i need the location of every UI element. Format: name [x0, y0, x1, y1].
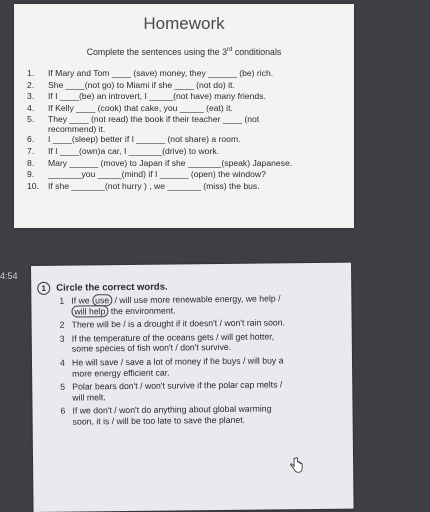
exercise-item: 3. If I ____(be) an introvert, I _____(not have) many friends. — [27, 91, 266, 102]
exercise-item: 6. I ____(sleep) better if I ______ (not share) a room. — [27, 134, 241, 145]
exercise-item: 2. She ____(not go) to Miami if she ____ (not do) it. — [27, 79, 235, 90]
timestamp: 4:54 — [0, 271, 18, 281]
exercise-photo — [31, 263, 354, 512]
hand-cursor-icon — [289, 457, 303, 473]
worksheet-title: Homework — [143, 14, 225, 33]
list-item: 1 If we use / will use more renewable energy, we help / will help the environment. — [59, 293, 281, 317]
homework-worksheet — [14, 4, 354, 228]
exercise-number-badge: 1 — [37, 282, 50, 295]
circle-words-list — [59, 293, 292, 430]
exercise-item: 1. If Mary and Tom ____ (save) money, they ______ (be) rich. — [27, 68, 274, 78]
list-item: 3 If the temperature of the oceans gets / will get hotter, some species of fish won't / don't survive. — [59, 331, 275, 354]
exercise-item: 10. If she _______(not hurry ) , we _______ (miss) the bus. — [27, 180, 260, 191]
exercise-item: 7. If I ____(own)a car, I _______(drive) to work. — [27, 145, 220, 156]
circled-answer: will help — [71, 305, 108, 317]
exercise-item: 4. If Kelly ____ (cook) that cake, you _____ (eat) it. — [27, 102, 233, 113]
list-item: 2 There will be / is a drought if it doesn't / won't rain soon. — [59, 317, 286, 330]
list-item: 5 Polar bears don't / won't survive if the polar cap melts / will melt. — [60, 379, 283, 403]
list-item: 6 If we don't / won't do anything about global warming soon, it is / will be too late to save the planet. — [60, 403, 272, 427]
circled-answer: use — [92, 294, 112, 306]
exercise-item: 9. _______you _____(mind) if I ______ (open) the window? — [27, 169, 266, 180]
exercise-item: 8. Mary ______ (move) to Japan if she _______(speak) Japanese. — [27, 157, 293, 168]
worksheet-instructions: Complete the sentences using the 3rd conditionals — [86, 47, 282, 57]
exercise-item: 5. They ____ (not read) the book if their teacher ____ (not recommend) it. — [27, 114, 260, 134]
list-item: 4 He will save / save a lot of money if he buys / will buy a more energy efficient car. — [59, 355, 284, 379]
exercise-list — [27, 68, 349, 192]
exercise-heading: 1 Circle the correct words. — [37, 281, 168, 295]
